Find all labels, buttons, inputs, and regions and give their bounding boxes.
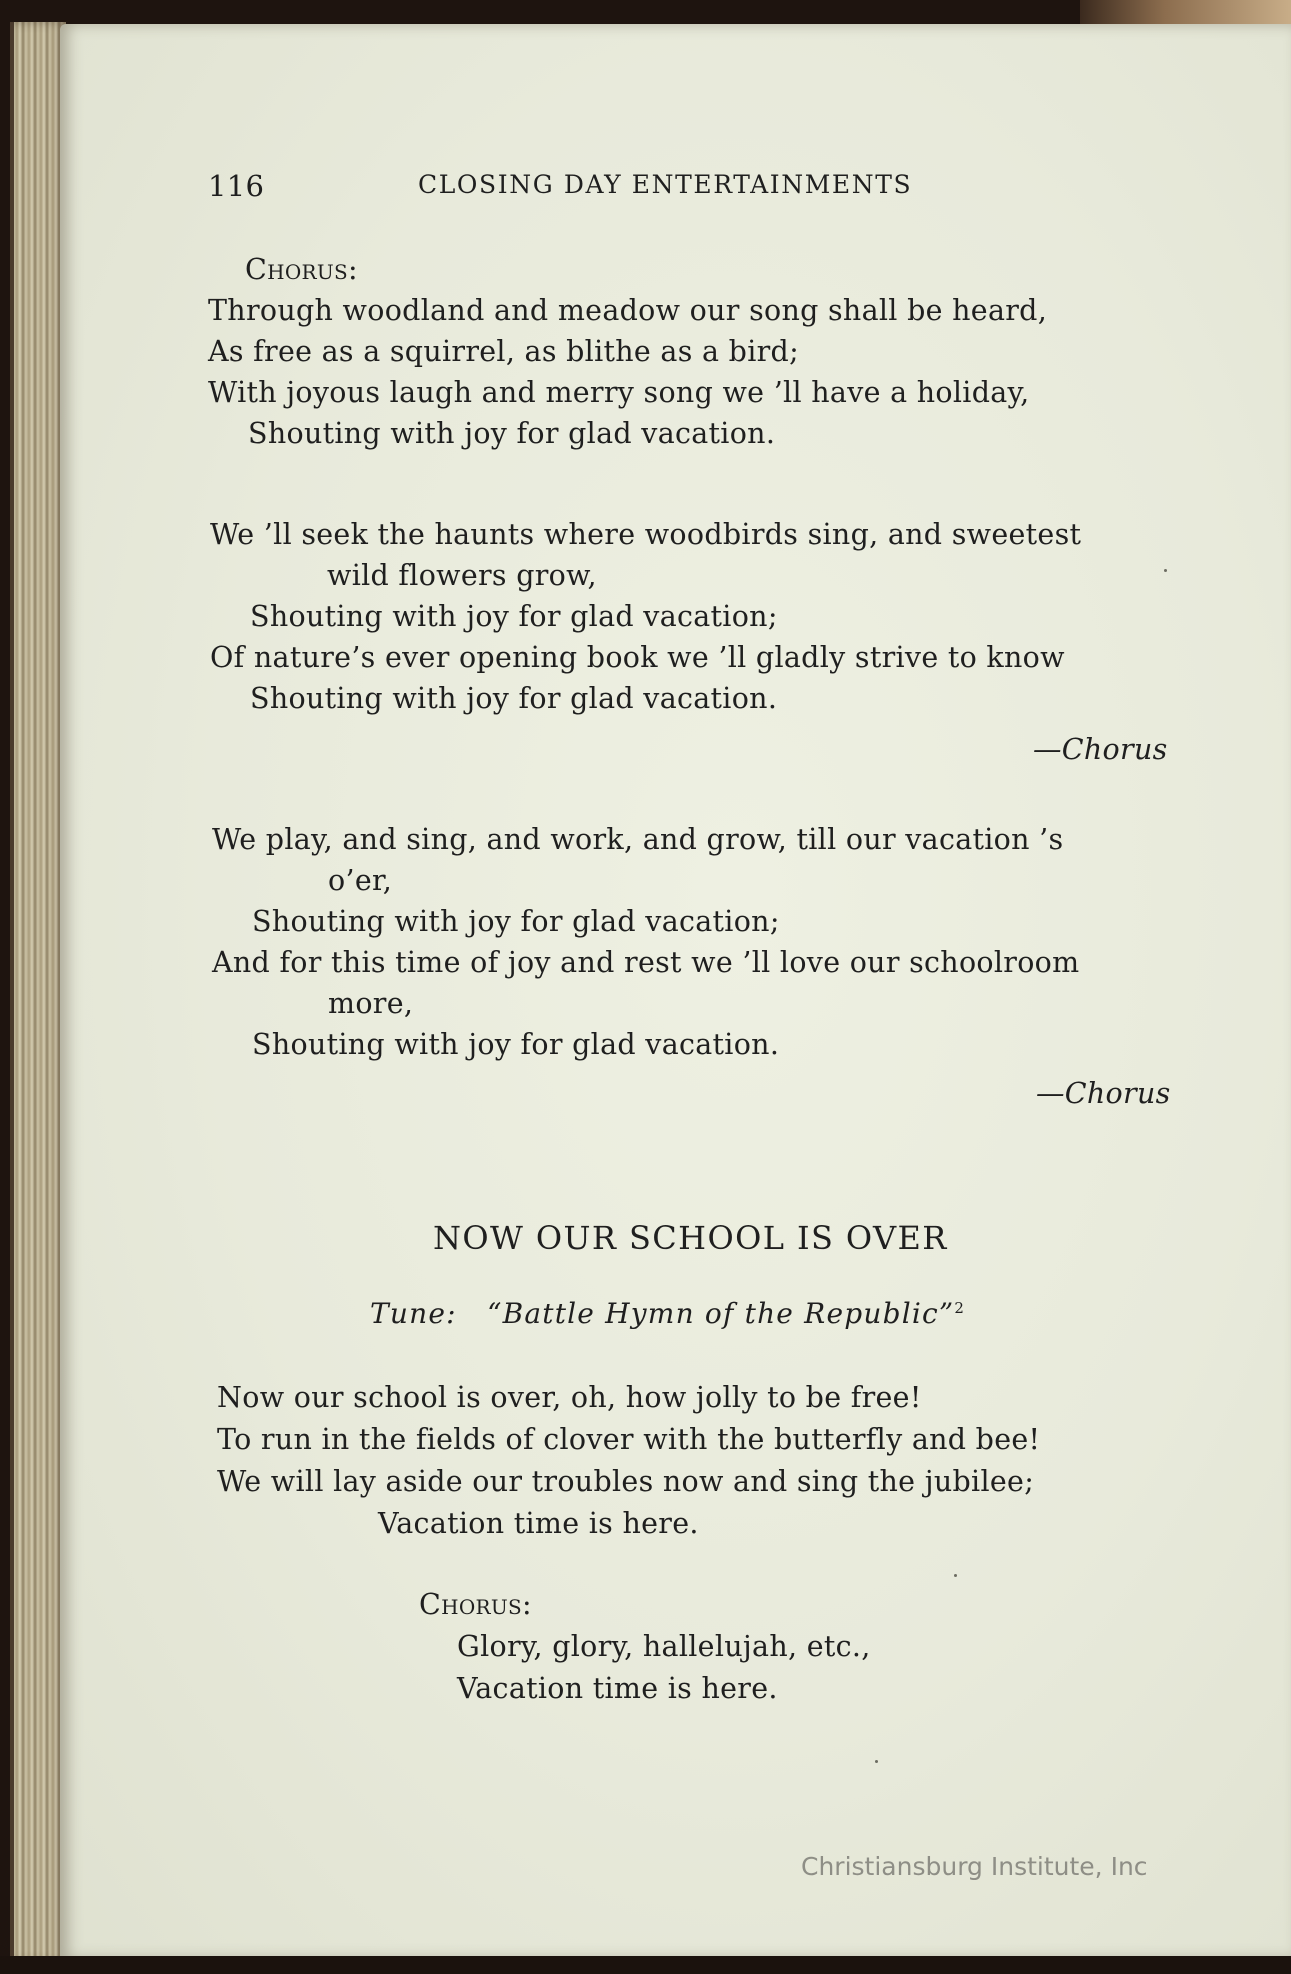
verse-line: To run in the fields of clover with the butterfly and bee! bbox=[217, 1423, 1041, 1456]
running-head: CLOSING DAY ENTERTAINMENTS bbox=[418, 170, 913, 199]
paper-scrap bbox=[1080, 0, 1291, 26]
verse-line: We will lay aside our troubles now and sing the jubilee; bbox=[217, 1465, 1035, 1498]
verse-line: o’er, bbox=[328, 864, 393, 897]
verse-line: more, bbox=[328, 987, 414, 1020]
chorus-refrain: —Chorus bbox=[1036, 1077, 1171, 1110]
verse-line: Shouting with joy for glad vacation; bbox=[252, 905, 780, 938]
verse-line: We ’ll seek the haunts where woodbirds sing, and sweetest bbox=[210, 518, 1082, 551]
verse-line: With joyous laugh and merry song we ’ll have a holiday, bbox=[208, 376, 1030, 409]
verse-line: Shouting with joy for glad vacation. bbox=[252, 1028, 780, 1061]
chorus-label: Chorus: bbox=[419, 1588, 532, 1621]
book-page bbox=[60, 24, 1291, 1959]
verse-line: Glory, glory, hallelujah, etc., bbox=[457, 1630, 871, 1663]
tune-line bbox=[370, 1297, 966, 1330]
page-bottom-edge bbox=[0, 1956, 1291, 1974]
chorus-label: Chorus: bbox=[245, 253, 358, 286]
verse-line: Shouting with joy for glad vacation. bbox=[248, 417, 776, 450]
verse-line: Shouting with joy for glad vacation; bbox=[250, 600, 778, 633]
song-title: NOW OUR SCHOOL IS OVER bbox=[433, 1219, 948, 1257]
verse-line: And for this time of joy and rest we ’ll love our schoolroom bbox=[212, 946, 1080, 979]
tune-name: “Battle Hymn of the Republic” bbox=[487, 1297, 955, 1330]
verse-line: Vacation time is here. bbox=[378, 1507, 699, 1540]
verse-line: Now our school is over, oh, how jolly to be free! bbox=[217, 1381, 922, 1414]
verse-line: Of nature’s ever opening book we ’ll gladly strive to know bbox=[210, 641, 1065, 674]
verse-line: wild flowers grow, bbox=[327, 559, 597, 592]
book-spine bbox=[10, 22, 66, 1962]
footnote-marker: 2 bbox=[954, 1299, 966, 1317]
verse-line: As free as a squirrel, as blithe as a bird; bbox=[208, 335, 799, 368]
chorus-refrain: —Chorus bbox=[1033, 733, 1168, 766]
paper-speck bbox=[875, 1760, 878, 1763]
watermark: Christiansburg Institute, Inc bbox=[801, 1852, 1148, 1881]
verse-line: Shouting with joy for glad vacation. bbox=[250, 682, 778, 715]
verse-line: We play, and sing, and work, and grow, till our vacation ’s bbox=[212, 823, 1064, 856]
verse-line: Through woodland and meadow our song shall be heard, bbox=[208, 294, 1048, 327]
paper-speck bbox=[954, 1574, 957, 1577]
tune-label: Tune: bbox=[370, 1297, 457, 1330]
verse-line: Vacation time is here. bbox=[457, 1672, 778, 1705]
page-number: 116 bbox=[208, 169, 265, 203]
paper-speck bbox=[1164, 569, 1167, 572]
